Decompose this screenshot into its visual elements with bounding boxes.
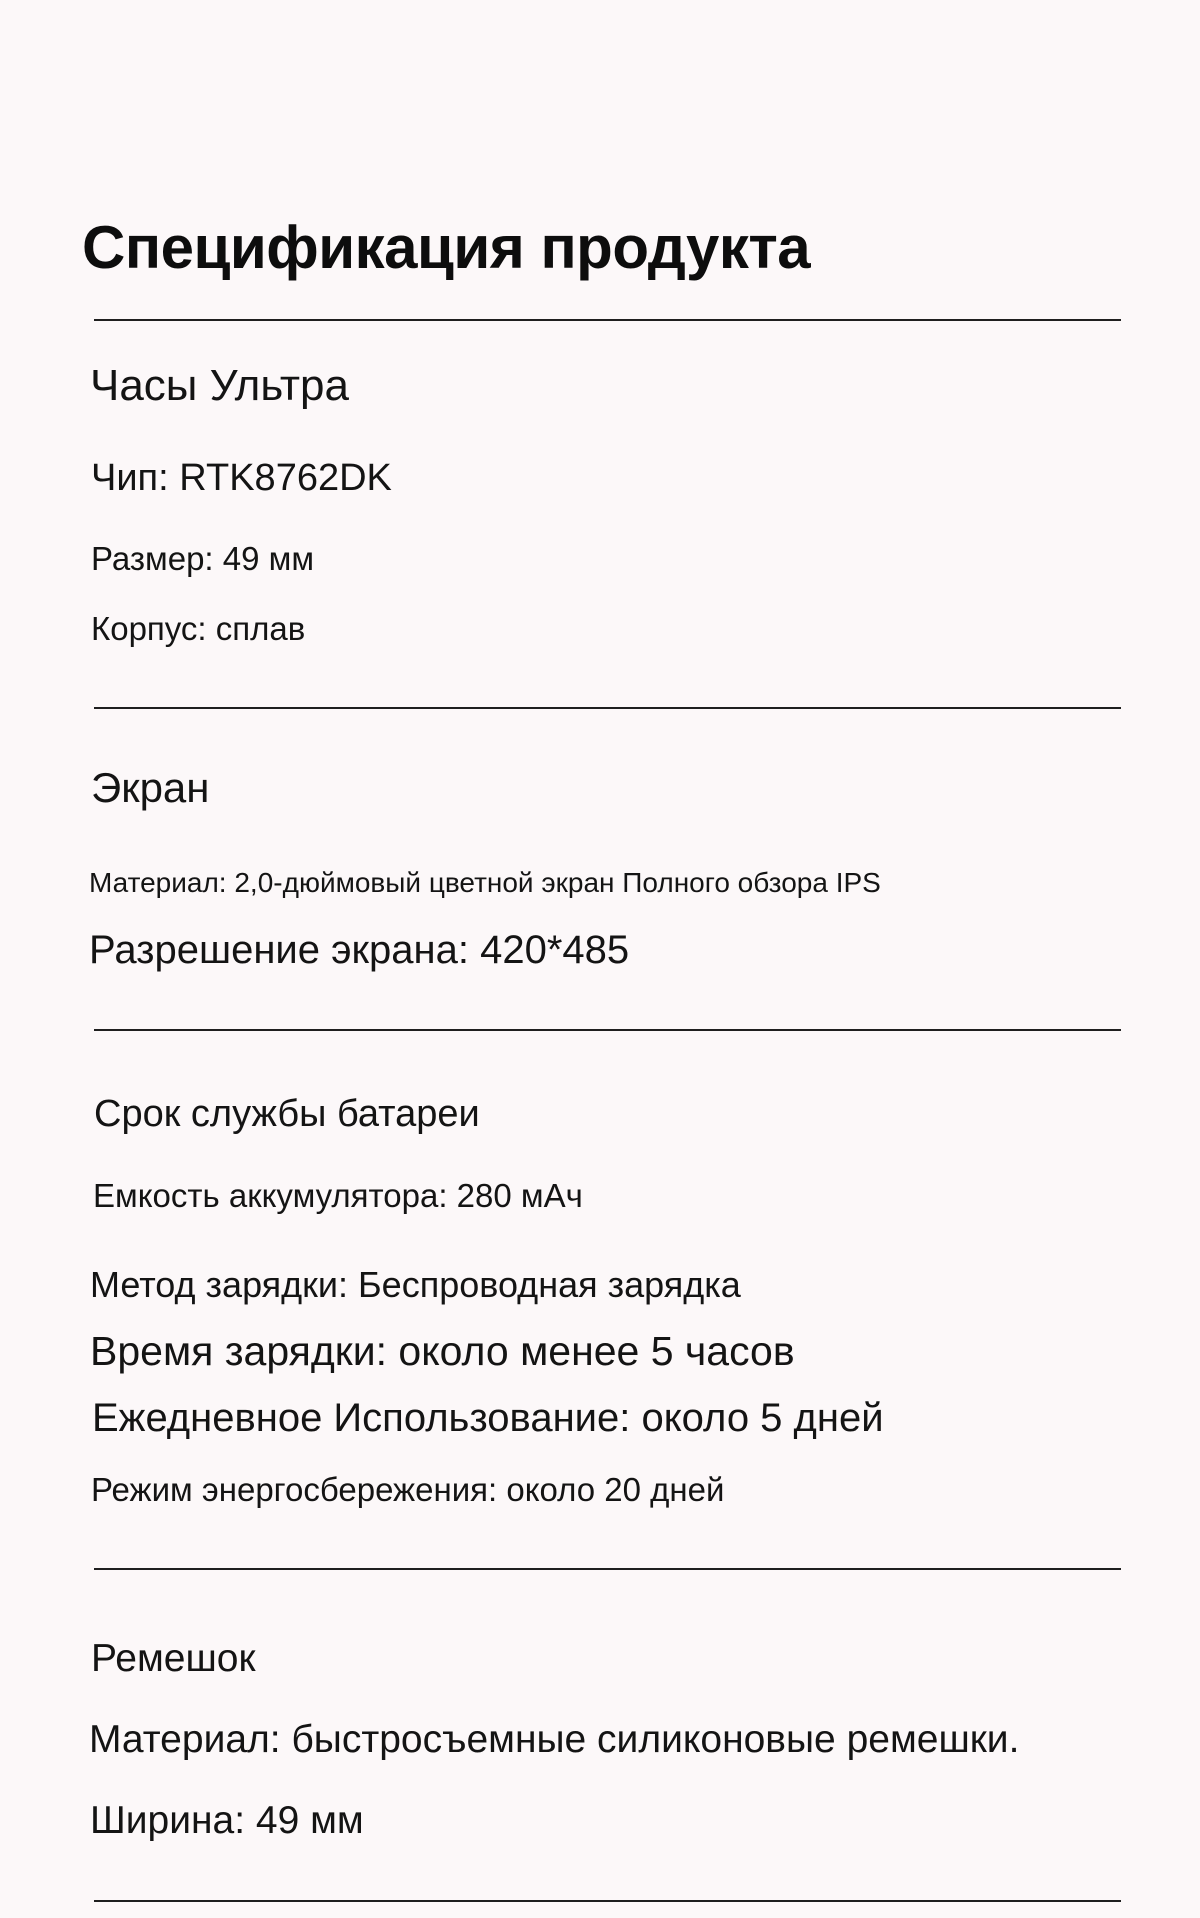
charging-time-spec: Время зарядки: около менее 5 часов [90,1328,795,1374]
screen-resolution-spec: Разрешение экрана: 420*485 [89,928,630,972]
strap-width-spec: Ширина: 49 мм [90,1799,364,1842]
page-title: Спецификация продукта [82,214,811,281]
screen-material-spec: Материал: 2,0-дюймовый цветной экран Полного обзора IPS [89,867,881,898]
body-spec: Корпус: сплав [91,610,306,647]
battery-section-title: Срок службы батареи [94,1093,480,1135]
section-divider [94,707,1121,709]
battery-capacity-spec: Емкость аккумулятора: 280 мАч [93,1177,583,1214]
section-divider [94,1900,1121,1902]
daily-use-spec: Ежедневное Использование: около 5 дней [92,1396,884,1440]
watch-section-title: Часы Ультра [90,361,349,410]
strap-section-title: Ремешок [91,1637,256,1680]
section-divider [94,1568,1121,1570]
charging-method-spec: Метод зарядки: Беспроводная зарядка [90,1264,741,1305]
section-divider [94,319,1121,321]
size-spec: Размер: 49 мм [91,540,315,577]
screen-section-title: Экран [91,764,210,811]
power-saving-spec: Режим энергосбережения: около 20 дней [91,1471,725,1508]
chip-spec: Чип: RTK8762DK [91,457,392,499]
section-divider [94,1029,1121,1031]
strap-material-spec: Материал: быстросъемные силиконовые ремешки. [89,1718,1020,1761]
